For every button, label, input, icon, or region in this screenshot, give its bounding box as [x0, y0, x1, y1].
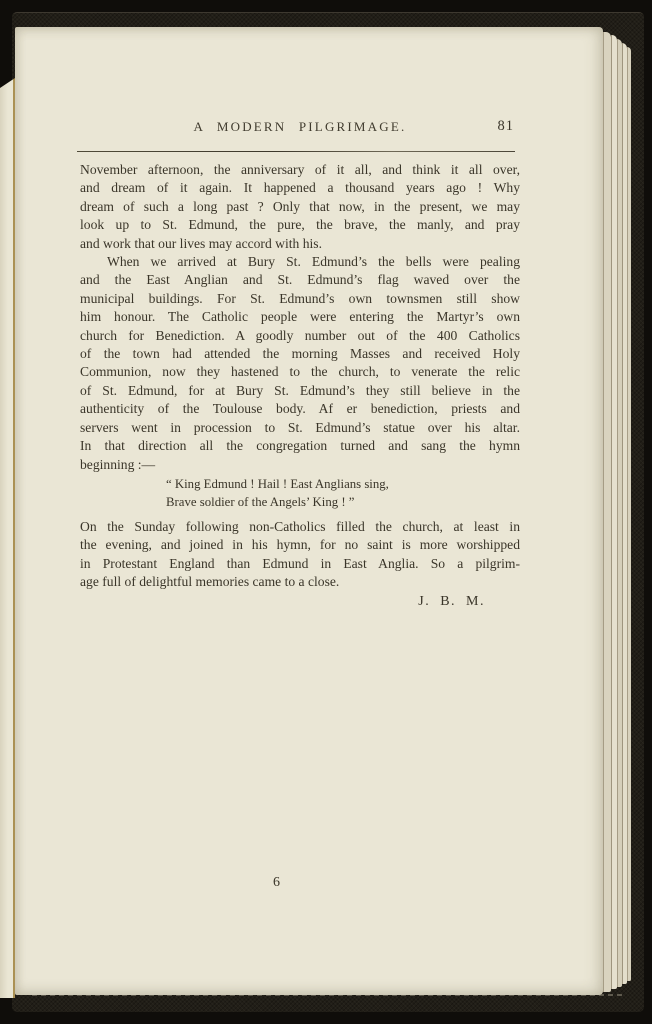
fore-edge-page-stack [603, 32, 633, 992]
text-line: municipal buildings. For St. Edmund’s own townsmen still show [80, 290, 520, 306]
text-line: On the Sunday following non-Catholics filled the church, at least in [80, 518, 520, 534]
paragraph [80, 518, 520, 592]
header-rule [77, 151, 515, 152]
text-line: and the East Anglian and St. Edmund’s flag waved over the [80, 272, 520, 288]
text-line: look up to St. Edmund, the pure, the brave, the manly, and pray [80, 217, 520, 233]
page-number: 81 [497, 118, 514, 134]
signature-mark: 6 [273, 875, 280, 890]
page-edge [603, 32, 611, 992]
hymn-quote [166, 475, 520, 511]
text-line: him honour. The Catholic people were entering the Martyr’s own [80, 309, 520, 325]
chapter-title: A MODERN PILGRIMAGE. [193, 119, 407, 134]
text-line: church for Benediction. A goodly number out of the 400 Catholics [80, 327, 520, 343]
body-text [80, 161, 520, 611]
text-line: and dream of it again. It happened a thousand years ago ! Why [80, 180, 520, 196]
paragraph [80, 161, 520, 253]
text-line: November afternoon, the anniversary of it all, and think it all over, [80, 162, 520, 177]
previous-page-edge [0, 78, 15, 998]
text-line: of the town had attended the morning Masses and received Holy [80, 346, 520, 362]
hymn-line: “ King Edmund ! Hail ! East Anglians sing, [166, 476, 389, 491]
paragraph [80, 253, 520, 474]
text-line: and work that our lives may accord with his. [80, 235, 322, 251]
text-line: When we arrived at Bury St. Edmund’s the bells were pealing [107, 254, 520, 270]
text-line: beginning :— [80, 456, 156, 472]
running-header [80, 119, 520, 137]
text-line: dream of such a long past ? Only that now, in the present, we may [80, 198, 520, 214]
text-line: age full of delightful memories came to a close. [80, 574, 340, 590]
page-edge [627, 47, 631, 981]
text-line: Communion, now they hastened to the church, to venerate the relic [80, 364, 520, 380]
author-initials: J. B. M. [418, 593, 485, 609]
text-line: of St. Edmund, for at Bury St. Edmund’s they still believe in the [80, 382, 520, 398]
text-line: in Protestant England than Edmund in East Anglia. So a pilgrim- [80, 555, 520, 571]
hymn-line: Brave soldier of the Angels’ King ! ” [166, 494, 355, 509]
text-line: the evening, and joined in his hymn, for no saint is more worshipped [80, 537, 520, 553]
text-line: authenticity of the Toulouse body. Af er benediction, priests and [80, 401, 520, 417]
text-line: servers went in procession to St. Edmund’s statue over his altar. [80, 419, 520, 435]
book-page [15, 27, 603, 995]
text-line: In that direction all the congregation turned and sang the hymn [80, 438, 520, 454]
